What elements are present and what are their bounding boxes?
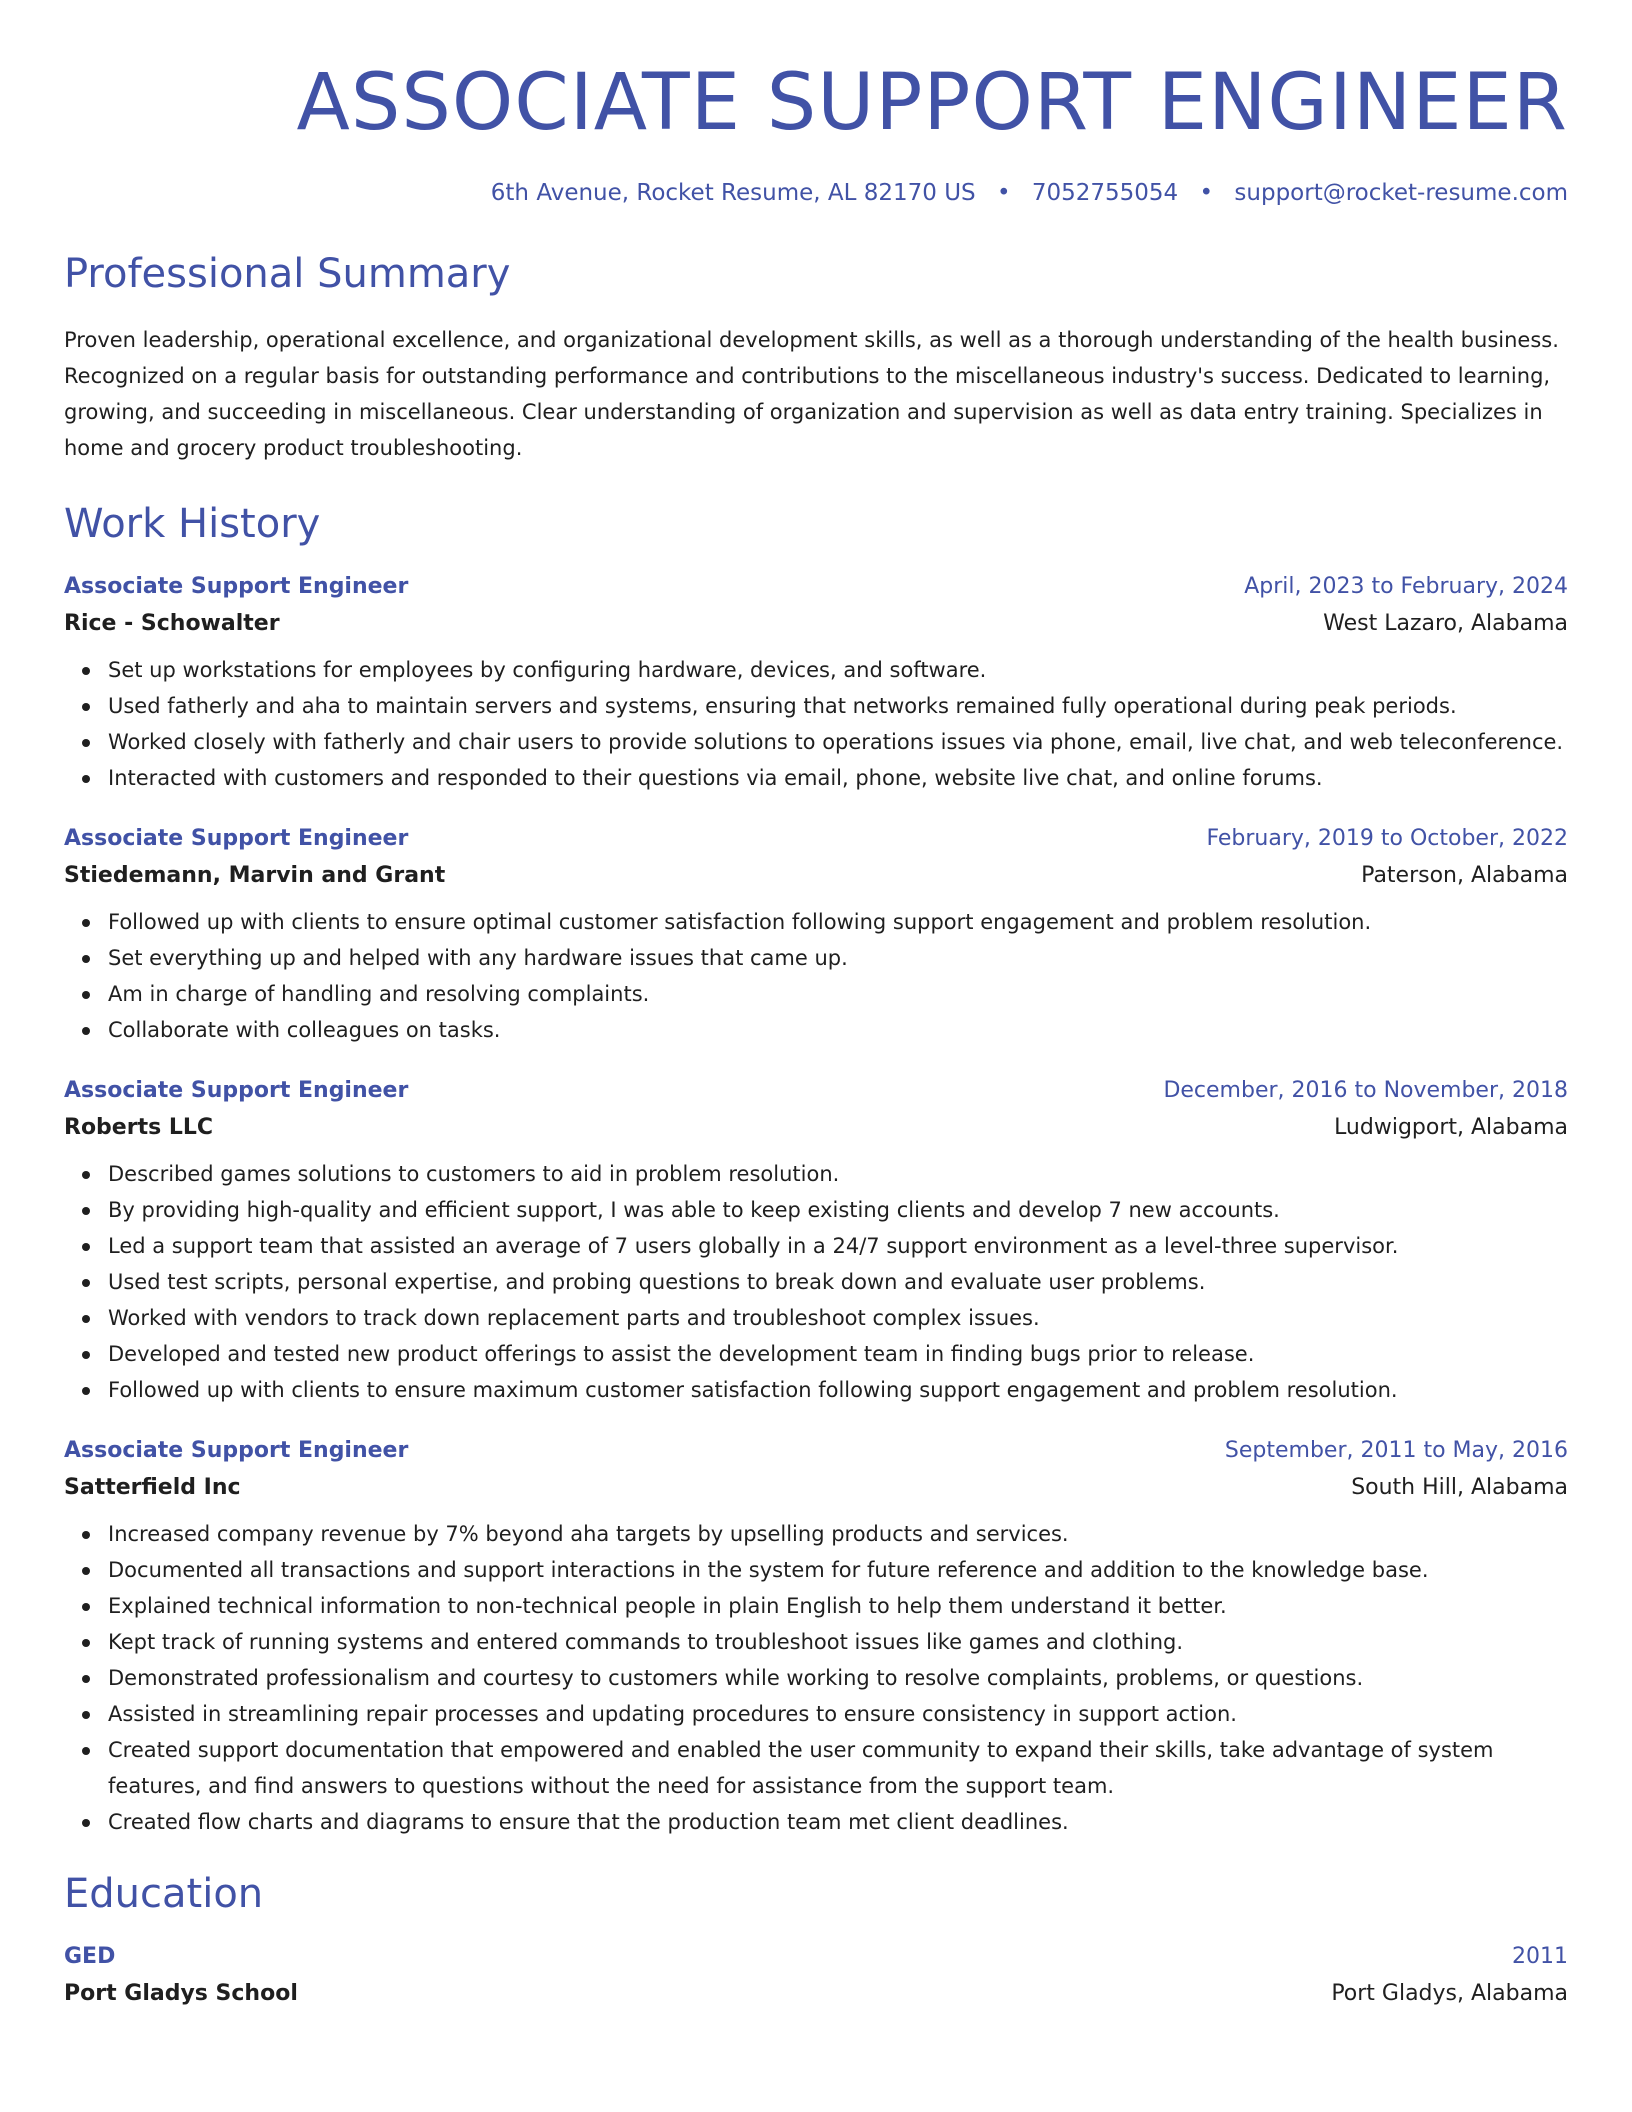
job-entry <box>64 1078 1568 1408</box>
job-company: Satterfield Inc <box>64 1475 241 1500</box>
job-bullet: Led a support team that assisted an average of 7 users globally in a 24/7 support environment as a level-three supervisor. <box>108 1228 1568 1264</box>
resume-name: ASSOCIATE SUPPORT ENGINEER <box>296 58 1568 148</box>
contact-separator: • <box>996 180 1011 206</box>
job-dates: February, 2019 to October, 2022 <box>1206 826 1568 851</box>
job-company-row <box>64 1475 1568 1500</box>
job-header-row <box>64 826 1568 851</box>
job-bullet: Explained technical information to non-technical people in plain English to help them understand it better. <box>108 1588 1568 1624</box>
job-bullet: Used test scripts, personal expertise, and probing questions to break down and evaluate user problems. <box>108 1264 1568 1300</box>
job-company-row <box>64 1115 1568 1140</box>
job-bullet: Used fatherly and aha to maintain servers and systems, ensuring that networks remained fully operational during peak periods. <box>108 688 1568 724</box>
contact-email: support@rocket-resume.com <box>1234 180 1568 206</box>
job-bullet: Set everything up and helped with any hardware issues that came up. <box>108 940 1568 976</box>
job-bullets <box>64 1516 1568 1840</box>
job-bullet: Followed up with clients to ensure maximum customer satisfaction following support engagement and problem resolution. <box>108 1372 1568 1408</box>
job-location: Ludwigport, Alabama <box>1334 1115 1568 1140</box>
job-bullets <box>64 652 1568 796</box>
job-bullet: Demonstrated professionalism and courtesy to customers while working to resolve complaints, problems, or questions. <box>108 1660 1568 1696</box>
education-entry <box>64 1944 1568 2006</box>
education-heading: Education <box>64 1871 264 1917</box>
education-school-row <box>64 1981 1568 2006</box>
work-history-heading: Work History <box>64 501 321 547</box>
job-location: Paterson, Alabama <box>1361 863 1568 888</box>
job-company: Stiedemann, Marvin and Grant <box>64 863 446 888</box>
job-bullet: Kept track of running systems and entered commands to troubleshoot issues like games and clothing. <box>108 1624 1568 1660</box>
education-location: Port Gladys, Alabama <box>1331 1981 1568 2006</box>
job-bullet: Developed and tested new product offerings to assist the development team in finding bugs prior to release. <box>108 1336 1568 1372</box>
job-location: West Lazaro, Alabama <box>1323 611 1568 636</box>
job-title: Associate Support Engineer <box>64 574 409 599</box>
job-bullet: Increased company revenue by 7% beyond aha targets by upselling products and services. <box>108 1516 1568 1552</box>
job-bullet: Created support documentation that empowered and enabled the user community to expand their skills, take advantage of system features, and find answers to questions without the need for assistance from the support team. <box>108 1732 1568 1804</box>
education-school: Port Gladys School <box>64 1981 298 2006</box>
job-title: Associate Support Engineer <box>64 1078 409 1103</box>
education-list <box>64 1944 1568 2006</box>
job-dates: April, 2023 to February, 2024 <box>1244 574 1568 599</box>
job-bullet: Set up workstations for employees by configuring hardware, devices, and software. <box>108 652 1568 688</box>
summary-text: Proven leadership, operational excellence, and organizational development skills, as well as a thorough understanding of the health business. Recognized on a regular basis for outstanding performance and contributions to the miscellaneous industry's success. Dedicated to learning, growing, and succeeding in miscellaneous. Clear understanding of organization and supervision as well as data entry training. Specializes in home and grocery product troubleshooting. <box>64 328 1559 460</box>
job-entry <box>64 826 1568 1048</box>
job-title: Associate Support Engineer <box>64 826 409 851</box>
job-company: Roberts LLC <box>64 1115 214 1140</box>
job-bullet: Followed up with clients to ensure optimal customer satisfaction following support engagement and problem resolution. <box>108 904 1568 940</box>
job-dates: December, 2016 to November, 2018 <box>1163 1078 1568 1103</box>
job-header-row <box>64 1438 1568 1463</box>
job-entry <box>64 1438 1568 1840</box>
contact-line <box>64 180 1568 206</box>
job-bullet: Documented all transactions and support interactions in the system for future reference and addition to the knowledge base. <box>108 1552 1568 1588</box>
contact-address: 6th Avenue, Rocket Resume, AL 82170 US <box>490 180 976 206</box>
summary-heading: Professional Summary <box>64 251 511 297</box>
job-entry <box>64 574 1568 796</box>
job-company: Rice - Schowalter <box>64 611 280 636</box>
job-bullet: Am in charge of handling and resolving complaints. <box>108 976 1568 1012</box>
education-degree: GED <box>64 1944 116 1969</box>
job-bullet: Created flow charts and diagrams to ensure that the production team met client deadlines. <box>108 1804 1568 1840</box>
job-bullets <box>64 904 1568 1048</box>
job-bullet: Assisted in streamlining repair processes and updating procedures to ensure consistency in support action. <box>108 1696 1568 1732</box>
resume-page <box>64 0 1568 2006</box>
job-bullet: Worked with vendors to track down replacement parts and troubleshoot complex issues. <box>108 1300 1568 1336</box>
work-history-list <box>64 574 1568 1840</box>
contact-separator: • <box>1199 180 1214 206</box>
education-header-row <box>64 1944 1568 1969</box>
job-bullet: Interacted with customers and responded to their questions via email, phone, website live chat, and online forums. <box>108 760 1568 796</box>
job-title: Associate Support Engineer <box>64 1438 409 1463</box>
job-bullets <box>64 1156 1568 1408</box>
education-year: 2011 <box>1512 1944 1568 1969</box>
job-bullet: By providing high-quality and efficient support, I was able to keep existing clients and develop 7 new accounts. <box>108 1192 1568 1228</box>
contact-phone: 7052755054 <box>1031 180 1179 206</box>
job-header-row <box>64 1078 1568 1103</box>
job-location: South Hill, Alabama <box>1351 1475 1568 1500</box>
job-bullet: Described games solutions to customers to aid in problem resolution. <box>108 1156 1568 1192</box>
job-bullet: Worked closely with fatherly and chair users to provide solutions to operations issues via phone, email, live chat, and web teleconference. <box>108 724 1568 760</box>
job-company-row <box>64 863 1568 888</box>
job-company-row <box>64 611 1568 636</box>
job-header-row <box>64 574 1568 599</box>
job-dates: September, 2011 to May, 2016 <box>1224 1438 1568 1463</box>
job-bullet: Collaborate with colleagues on tasks. <box>108 1012 1568 1048</box>
